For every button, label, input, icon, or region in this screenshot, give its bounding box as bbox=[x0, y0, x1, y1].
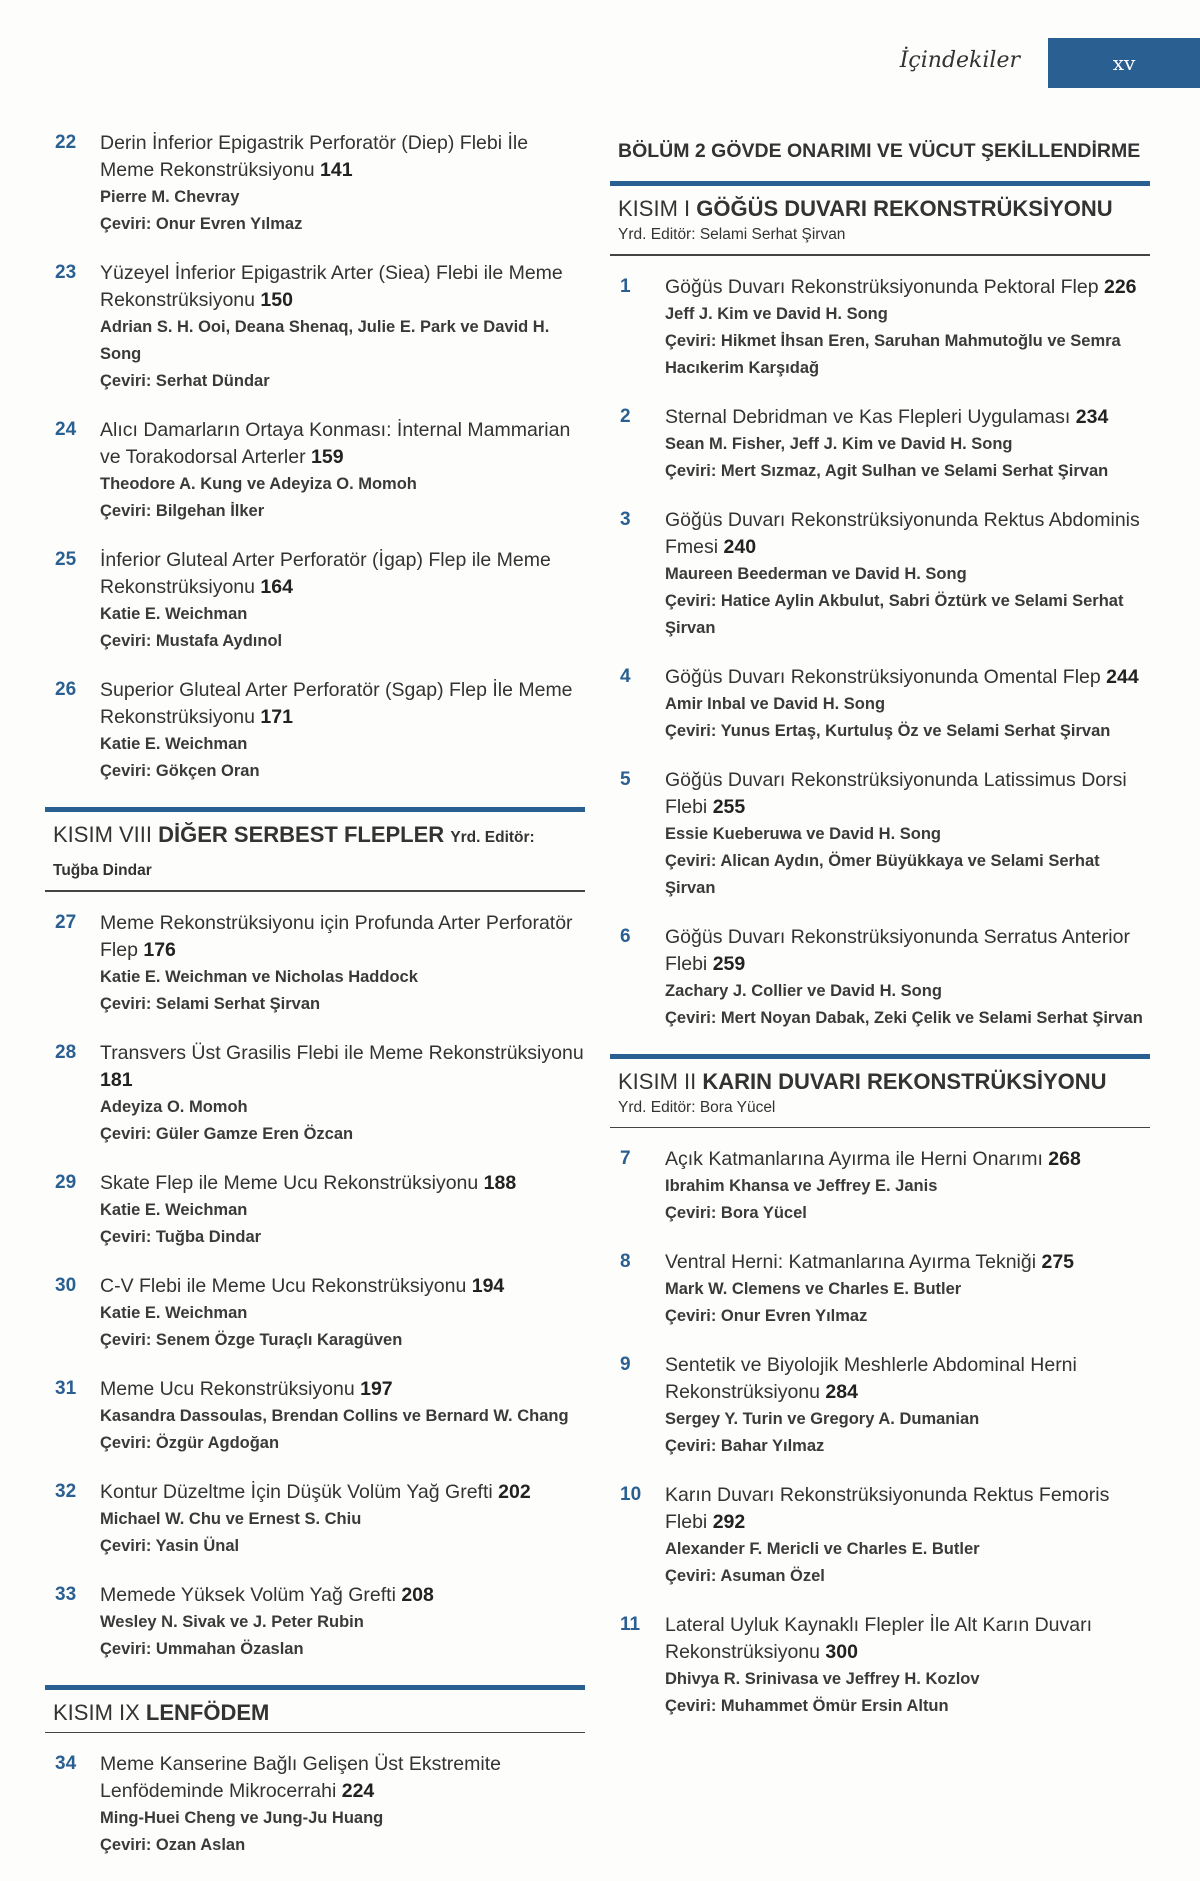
entry-list bbox=[45, 1751, 585, 1859]
chapter-title-text: Yüzeyel İnferior Epigastrik Arter (Siea) Flebi ile Meme Rekonstrüksiyonu bbox=[100, 262, 563, 311]
page-number: 275 bbox=[1041, 1251, 1075, 1273]
chapter-authors: Adrian S. H. Ooi, Deana Shenaq, Julie E. Park ve David H. Song bbox=[100, 318, 550, 363]
toc-entry bbox=[45, 677, 585, 785]
chapter-translator: Çeviri: Alican Aydın, Ömer Büyükkaya ve Selami Serhat Şirvan bbox=[665, 851, 1100, 897]
chapter-number: 28 bbox=[55, 1041, 77, 1063]
chapter-number: 29 bbox=[55, 1171, 77, 1193]
chapter-title-text: Açık Katmanlarına Ayırma ile Herni Onarımı bbox=[665, 1148, 1043, 1170]
chapter-number: 23 bbox=[55, 262, 77, 283]
chapter-title-text: Göğüs Duvarı Rekonstrüksiyonunda Rektus Abdominis Fmesi bbox=[665, 508, 1140, 558]
chapter-title bbox=[100, 130, 585, 184]
chapter-number: 3 bbox=[620, 508, 631, 530]
section-editor: Yrd. Editör: Tuğba Dindar bbox=[53, 829, 535, 879]
chapter-number: 9 bbox=[620, 1354, 631, 1375]
toc-entry bbox=[610, 1482, 1150, 1590]
chapter-translator: Çeviri: Mustafa Aydınol bbox=[100, 632, 283, 650]
toc-entry bbox=[45, 547, 585, 655]
chapter-number: 33 bbox=[55, 1583, 77, 1605]
chapter-title bbox=[100, 910, 585, 964]
section-editor: Yrd. Editör: Bora Yücel bbox=[618, 1098, 776, 1116]
chapter-authors: Wesley N. Sivak ve J. Peter Rubin bbox=[100, 1612, 364, 1631]
toc-entry bbox=[610, 1352, 1150, 1460]
page-number: 141 bbox=[320, 159, 353, 181]
page-number: 268 bbox=[1048, 1148, 1081, 1170]
chapter-title-text: Karın Duvarı Rekonstrüksiyonunda Rektus Femoris Flebi bbox=[665, 1484, 1110, 1533]
page-number: 240 bbox=[723, 535, 757, 558]
page-number: 164 bbox=[260, 576, 293, 598]
page-number: 208 bbox=[401, 1583, 434, 1606]
page-number: 255 bbox=[712, 795, 746, 818]
chapter-number: 27 bbox=[55, 911, 77, 933]
toc-entry bbox=[610, 274, 1150, 382]
chapter-title-text: Alıcı Damarların Ortaya Konması: İnternal Mammarian ve Torakodorsal Arterler bbox=[100, 419, 571, 468]
chapter-authors: Ibrahim Khansa ve Jeffrey E. Janis bbox=[665, 1177, 938, 1195]
chapter-title-text: Meme Rekonstrüksiyonu için Profunda Arter Perforatör Flep bbox=[100, 911, 573, 961]
chapter-title-text: Göğüs Duvarı Rekonstrüksiyonunda Serratus Anterior Flebi bbox=[665, 925, 1130, 975]
chapter-title-text: Göğüs Duvarı Rekonstrüksiyonunda Pektoral Flep bbox=[665, 275, 1099, 298]
entry-list bbox=[45, 130, 585, 785]
toc-entry bbox=[45, 417, 585, 525]
toc-entry bbox=[45, 130, 585, 238]
chapter-authors: Katie E. Weichman ve Nicholas Haddock bbox=[100, 967, 418, 986]
chapter-title-text: C-V Flebi ile Meme Ucu Rekonstrüksiyonu bbox=[100, 1274, 467, 1297]
chapter-translator: Çeviri: Yunus Ertaş, Kurtuluş Öz ve Selami Serhat Şirvan bbox=[665, 721, 1111, 740]
right-column bbox=[610, 130, 1150, 1742]
chapter-title bbox=[100, 1170, 585, 1197]
chapter-translator: Çeviri: Mert Sızmaz, Agit Sulhan ve Selami Serhat Şirvan bbox=[665, 461, 1109, 480]
chapter-authors: Dhivya R. Srinivasa ve Jeffrey H. Kozlov bbox=[665, 1670, 980, 1688]
chapter-title bbox=[100, 547, 585, 601]
toc-entry bbox=[610, 664, 1150, 745]
chapter-title bbox=[100, 677, 585, 731]
chapter-number: 6 bbox=[620, 925, 631, 947]
chapter-authors: Michael W. Chu ve Ernest S. Chiu bbox=[100, 1509, 362, 1528]
chapter-title bbox=[100, 1273, 585, 1300]
chapter-authors: Amir Inbal ve David H. Song bbox=[665, 694, 886, 713]
chapter-title-text: Ventral Herni: Katmanlarına Ayırma Tekniği bbox=[665, 1251, 1037, 1273]
toc-entry bbox=[610, 767, 1150, 902]
page-number: 292 bbox=[712, 1511, 746, 1533]
toc-entry bbox=[45, 1582, 585, 1663]
chapter-translator: Çeviri: Ozan Aslan bbox=[100, 1836, 246, 1854]
page-number: 284 bbox=[825, 1381, 858, 1403]
chapter-title bbox=[100, 417, 585, 471]
entry-list bbox=[610, 1146, 1150, 1720]
chapter-translator: Çeviri: Muhammet Ömür Ersin Altun bbox=[665, 1697, 949, 1715]
chapter-translator: Çeviri: Bilgehan İlker bbox=[100, 502, 265, 520]
chapter-translator: Çeviri: Bora Yücel bbox=[665, 1204, 807, 1222]
page-number: 300 bbox=[825, 1641, 858, 1663]
section-kisim-ix bbox=[45, 1685, 585, 1734]
chapter-title bbox=[665, 1146, 1150, 1173]
chapter-authors: Katie E. Weichman bbox=[100, 1303, 248, 1322]
toc-entry bbox=[610, 1146, 1150, 1227]
section-heading: KISIM I GÖĞÜS DUVARI REKONSTRÜKSİYONU bbox=[618, 196, 1113, 221]
chapter-title bbox=[100, 1751, 585, 1805]
chapter-number: 2 bbox=[620, 405, 631, 427]
chapter-number: 5 bbox=[620, 768, 631, 790]
chapter-title bbox=[665, 1352, 1150, 1406]
chapter-authors: Ming-Huei Cheng ve Jung-Ju Huang bbox=[100, 1809, 384, 1827]
chapter-title-text: Derin İnferior Epigastrik Perforatör (Diep) Flebi İle Meme Rekonstrüksiyonu bbox=[100, 132, 529, 181]
page-number: 202 bbox=[498, 1480, 531, 1503]
page-number: 197 bbox=[360, 1377, 393, 1400]
toc-entry bbox=[45, 1273, 585, 1354]
chapter-number: 22 bbox=[55, 132, 77, 153]
chapter-number: 30 bbox=[55, 1274, 77, 1296]
chapter-heading: BÖLÜM 2 GÖVDE ONARIMI VE VÜCUT ŞEKİLLENDİRME bbox=[618, 140, 1141, 162]
section-kisim-ii bbox=[610, 1054, 1150, 1129]
chapter-number: 32 bbox=[55, 1480, 77, 1502]
chapter-title bbox=[665, 1482, 1150, 1536]
chapter-authors: Mark W. Clemens ve Charles E. Butler bbox=[665, 1280, 962, 1298]
chapter-number: 4 bbox=[620, 665, 631, 687]
chapter-authors: Katie E. Weichman bbox=[100, 1200, 248, 1219]
chapter-number: 24 bbox=[55, 419, 77, 440]
section-rule bbox=[45, 1732, 585, 1734]
chapter-authors: Katie E. Weichman bbox=[100, 605, 248, 623]
chapter-authors: Essie Kueberuwa ve David H. Song bbox=[665, 824, 942, 843]
toc-entry bbox=[45, 1479, 585, 1560]
chapter-translator: Çeviri: Senem Özge Turaçlı Karagüven bbox=[100, 1330, 403, 1349]
chapter-translator: Çeviri: Mert Noyan Dabak, Zeki Çelik ve Selami Serhat Şirvan bbox=[665, 1008, 1143, 1027]
chapter-translator: Çeviri: Onur Evren Yılmaz bbox=[100, 215, 303, 233]
chapter-title bbox=[665, 274, 1150, 301]
chapter-authors: Sean M. Fisher, Jeff J. Kim ve David H. Song bbox=[665, 434, 1013, 453]
chapter-title bbox=[665, 664, 1150, 691]
chapter-number: 26 bbox=[55, 679, 77, 700]
page-number: 234 bbox=[1075, 405, 1109, 428]
toc-entry bbox=[610, 404, 1150, 485]
entry-list bbox=[45, 910, 585, 1663]
chapter-title bbox=[665, 924, 1150, 978]
page-number: 226 bbox=[1103, 275, 1137, 298]
chapter-title-text: Göğüs Duvarı Rekonstrüksiyonunda Omental Flep bbox=[665, 665, 1101, 688]
section-rule bbox=[45, 890, 585, 892]
chapter-title bbox=[100, 1376, 585, 1403]
chapter-title-text: İnferior Gluteal Arter Perforatör (İgap) Flep ile Meme Rekonstrüksiyonu bbox=[100, 549, 551, 598]
chapter-translator: Çeviri: Tuğba Dindar bbox=[100, 1227, 262, 1246]
chapter-title bbox=[100, 1040, 585, 1094]
chapter-title-text: Sternal Debridman ve Kas Flepleri Uygulaması bbox=[665, 405, 1071, 428]
toc-entry bbox=[45, 1751, 585, 1859]
chapter-authors: Adeyiza O. Momoh bbox=[100, 1097, 248, 1116]
chapter-title-text: Transvers Üst Grasilis Flebi ile Meme Rekonstrüksiyonu bbox=[100, 1041, 584, 1064]
chapter-title bbox=[665, 767, 1150, 821]
chapter-number: 10 bbox=[620, 1484, 642, 1505]
toc-entry bbox=[610, 1612, 1150, 1720]
section-heading: KISIM VIII DİĞER SERBEST FLEPLER Yrd. Editör: Tuğba Dindar bbox=[53, 822, 535, 879]
section-rule bbox=[610, 1127, 1150, 1129]
toc-entry bbox=[45, 1170, 585, 1251]
toc-entry bbox=[610, 507, 1150, 642]
section-heading: KISIM II KARIN DUVARI REKONSTRÜKSİYONU bbox=[618, 1068, 1107, 1094]
chapter-title-text: Meme Kanserine Bağlı Gelişen Üst Ekstremite Lenfödeminde Mikrocerrahi bbox=[100, 1753, 501, 1802]
chapter-title-text: Göğüs Duvarı Rekonstrüksiyonunda Latissimus Dorsi Flebi bbox=[665, 768, 1127, 818]
chapter-authors: Jeff J. Kim ve David H. Song bbox=[665, 304, 888, 323]
chapter-title-text: Lateral Uyluk Kaynaklı Flepler İle Alt Karın Duvarı Rekonstrüksiyonu bbox=[665, 1614, 1093, 1663]
chapter-translator: Çeviri: Güler Gamze Eren Özcan bbox=[100, 1124, 354, 1143]
chapter-translator: Çeviri: Selami Serhat Şirvan bbox=[100, 994, 321, 1013]
page-number: 176 bbox=[143, 938, 176, 961]
chapter-title-text: Memede Yüksek Volüm Yağ Grefti bbox=[100, 1583, 396, 1606]
chapter-number: 34 bbox=[55, 1753, 77, 1774]
section-kisim-i bbox=[610, 181, 1150, 256]
chapter-authors: Kasandra Dassoulas, Brendan Collins ve Bernard W. Chang bbox=[100, 1406, 569, 1425]
toc-entry bbox=[610, 1249, 1150, 1330]
page-number: 244 bbox=[1106, 665, 1139, 688]
chapter-title bbox=[100, 1479, 585, 1506]
page-number: 159 bbox=[311, 446, 344, 468]
chapter-title-text: Meme Ucu Rekonstrüksiyonu bbox=[100, 1377, 355, 1400]
chapter-translator: Çeviri: Onur Evren Yılmaz bbox=[665, 1307, 868, 1325]
chapter-authors: Theodore A. Kung ve Adeyiza O. Momoh bbox=[100, 475, 417, 493]
chapter-title-text: Sentetik ve Biyolojik Meshlerle Abdominal Herni Rekonstrüksiyonu bbox=[665, 1354, 1077, 1403]
section-rule bbox=[610, 254, 1150, 256]
entry-list bbox=[610, 274, 1150, 1032]
chapter-number: 7 bbox=[620, 1148, 631, 1169]
chapter-authors: Sergey Y. Turin ve Gregory A. Dumanian bbox=[665, 1410, 980, 1428]
chapter-authors: Katie E. Weichman bbox=[100, 735, 248, 753]
chapter-translator: Çeviri: Özgür Agdoğan bbox=[100, 1433, 280, 1452]
page-number-tab: xv bbox=[1048, 38, 1200, 88]
page-number: 181 bbox=[100, 1068, 133, 1091]
toc-entry bbox=[45, 1376, 585, 1457]
chapter-translator: Çeviri: Asuman Özel bbox=[665, 1567, 825, 1585]
chapter-number: 31 bbox=[55, 1377, 77, 1399]
toc-entry bbox=[45, 260, 585, 395]
page-number: 224 bbox=[341, 1780, 375, 1802]
chapter-title-text: Kontur Düzeltme İçin Düşük Volüm Yağ Grefti bbox=[100, 1480, 493, 1503]
chapter-title bbox=[665, 404, 1150, 431]
page-number: 171 bbox=[260, 706, 293, 728]
page-number: 194 bbox=[471, 1274, 505, 1297]
page-number: 259 bbox=[712, 952, 746, 975]
toc-entry bbox=[45, 910, 585, 1018]
chapter-title bbox=[665, 1612, 1150, 1666]
chapter-translator: Çeviri: Ummahan Özaslan bbox=[100, 1639, 304, 1658]
chapter-translator: Çeviri: Hatice Aylin Akbulut, Sabri Öztürk ve Selami Serhat Şirvan bbox=[665, 591, 1124, 637]
chapter-translator: Çeviri: Hikmet İhsan Eren, Saruhan Mahmutoğlu ve Semra Hacıkerim Karşıdağ bbox=[665, 331, 1121, 377]
page-number: 150 bbox=[260, 289, 293, 311]
chapter-translator: Çeviri: Serhat Dündar bbox=[100, 372, 270, 390]
chapter-title bbox=[665, 507, 1150, 561]
chapter-authors: Zachary J. Collier ve David H. Song bbox=[665, 981, 942, 1000]
section-kisim-viii bbox=[45, 807, 585, 892]
toc-entry bbox=[45, 1040, 585, 1148]
toc-entry bbox=[610, 924, 1150, 1032]
chapter-authors: Pierre M. Chevray bbox=[100, 188, 240, 206]
chapter-number: 8 bbox=[620, 1251, 631, 1272]
chapter-authors: Maureen Beederman ve David H. Song bbox=[665, 564, 967, 583]
chapter-authors: Alexander F. Mericli ve Charles E. Butler bbox=[665, 1540, 980, 1558]
chapter-number: 25 bbox=[55, 549, 77, 570]
chapter-title bbox=[100, 260, 585, 314]
section-heading: KISIM IX LENFÖDEM bbox=[53, 1699, 270, 1725]
chapter-translator: Çeviri: Yasin Ünal bbox=[100, 1536, 240, 1555]
chapter-translator: Çeviri: Gökçen Oran bbox=[100, 762, 260, 780]
chapter-title bbox=[100, 1582, 585, 1609]
chapter-title bbox=[665, 1249, 1150, 1276]
chapter-number: 1 bbox=[620, 275, 631, 297]
section-editor: Yrd. Editör: Selami Serhat Şirvan bbox=[618, 226, 846, 243]
running-header-title: İçindekiler bbox=[899, 48, 1020, 73]
chapter-title-text: Superior Gluteal Arter Perforatör (Sgap) Flep İle Meme Rekonstrüksiyonu bbox=[100, 679, 573, 728]
chapter-title-text: Skate Flep ile Meme Ucu Rekonstrüksiyonu bbox=[100, 1171, 479, 1194]
page-number: 188 bbox=[483, 1171, 517, 1194]
chapter-translator: Çeviri: Bahar Yılmaz bbox=[665, 1437, 825, 1455]
left-column bbox=[45, 130, 585, 1881]
chapter-number: 11 bbox=[620, 1614, 641, 1635]
